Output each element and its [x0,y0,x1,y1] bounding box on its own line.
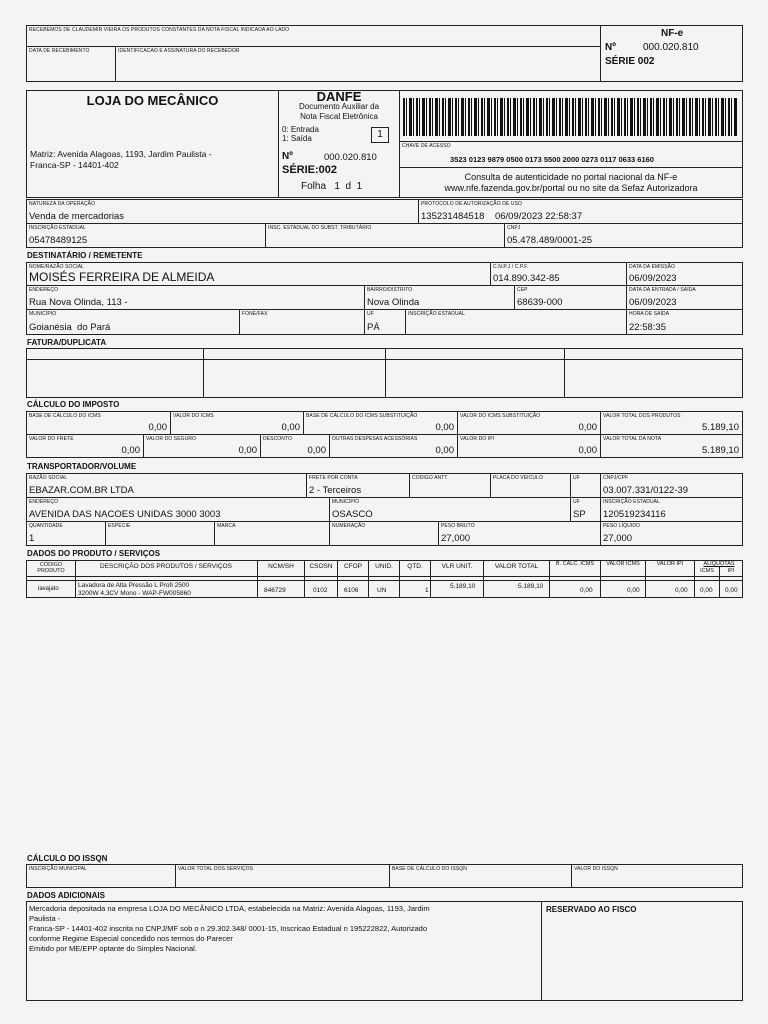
frete-field: VALOR DO FRETE 0,00 [26,434,144,458]
col-sep-8 [483,560,484,598]
emitente-address-2: Franca-SP - 14401-402 [30,160,119,170]
row-cfop: 6106 [344,587,359,594]
col-sep-1 [75,560,76,598]
consulta-box [399,167,743,198]
emitente-box [26,90,279,198]
dest-uf-field: UF PÁ [364,309,406,335]
th-qtd: QTD. [407,563,423,570]
adicionais-section-title: DADOS ADICIONAIS [27,891,105,900]
row-aicms: 0,00 [700,587,713,594]
protocolo-field: PROTOCOLO DE AUTORIZAÇÃO DE USO 135231484518 06/09/2023 22:58:37 [418,199,743,224]
canhoto-data-recebimento: DATA DE RECEBIMENTO [26,46,116,82]
chave-box: CHAVE DE ACESSO 3523 0123 9879 0500 0173 5500 2000 0273 0117 0633 6160 [399,141,743,168]
adicionais-line-3: Franca-SP - 14401-402 inscrita no CNPJ/MF sob o n 29.302.348/ 0001-15, Inscricao Estadual n 195222822, Autorizado [29,924,428,933]
dest-entrada-field: DATA DA ENTRADA / SAÍDA 06/09/2023 [626,285,743,310]
col-sep-12 [694,560,695,598]
seguro-field: VALOR DO SEGURO 0,00 [143,434,261,458]
danfe-subtitle-1: Documento Auxiliar da [298,102,380,111]
v-icms-field: VALOR DO ICMS 0,00 [170,411,304,435]
canhoto-nfe-title: NF-e [661,28,684,39]
danfe-box [278,90,400,198]
adicionais-line-1: Mercadoria depositada na empresa LOJA DO MECÂNICO LTDA, estabelecida na Matriz: Avenida Alagoas, 1193, Jardim [29,904,430,913]
consulta-line-2: www.nfe.fazenda.gov.br/portal ou no site da Sefaz Autorizadora [444,183,698,193]
bc-icms-field: BASE DE CÁLCULO DO ICMS 0,00 [26,411,171,435]
danfe-folha: Folha 1 d 1 [301,181,363,192]
col-sep-6 [399,560,400,598]
transp-razao-field: RAZÃO SOCIAL EBAZAR.COM.BR LTDA [26,473,307,498]
th-aicms: ICMS [700,568,714,574]
bc-st-field: BASE DE CÁLCULO DO ICMS SUBSTITUIÇÃO 0,00 [303,411,458,435]
dest-fone-field: FONE/FAX [239,309,365,335]
adicionais-info-box [26,901,542,1001]
canhoto-nfe-box [600,25,743,82]
dest-emissao-field: DATA DA EMISSÃO 06/09/2023 [626,262,743,286]
fatura-cell-1 [26,348,204,398]
danfe-saida: 1: Saída [282,134,312,143]
outras-field: OUTRAS DESPESAS ACESSÓRIAS 0,00 [329,434,458,458]
dest-ie-field: INSCRIÇÃO ESTADUAL [405,309,627,335]
row-descricao-2: 3200W 4,3CV Mono - WAP-FW005860 [78,590,191,597]
col-sep-3 [304,560,305,598]
ie-st-field: INSC. ESTADUAL DO SUBST. TRIBUTÁRIO [265,223,505,248]
row-vipi: 0,00 [675,587,688,594]
adicionais-line-4: conforme Regime Especial concedido nos termos do Parecer [29,934,233,943]
th-codigo: CÓDIGO PRODUTO [37,562,65,574]
row-descricao-1: Lavadora de Alta Pressão L Profi 2500 [78,582,190,589]
th-vunit: VLR UNIT. [441,563,473,570]
transp-municipio-field: MUNICÍPIO OSASCO [329,497,571,522]
dest-cpf-field: C.N.P.J / C.P.F. 014.890.342-85 [490,262,627,286]
danfe-title: DANFE [316,89,362,104]
row-csosn: 0102 [313,587,328,594]
transp-especie-field: ESPÉCIE [105,521,215,546]
v-st-field: VALOR DO ICMS SUBSTITUIÇÃO 0,00 [457,411,601,435]
row-vtotal: 5.189,10 [518,583,544,590]
cnpj-field: CNPJ 05.478.489/0001-25 [504,223,743,248]
th-unid: UNID. [375,563,393,570]
issqn-section-title: CÁLCULO DO ISSQN [27,854,108,863]
transp-uf2-field: UF SP [570,497,601,522]
dest-bairro-field: BAIRRO/DISTRITO Nova Olinda [364,285,515,310]
th-vtotal: VALOR TOTAL [494,563,539,570]
row-ncm: 846729 [264,587,286,594]
destinatario-section-title: DESTINATÁRIO / REMETENTE [27,251,143,260]
transp-frete-field: FRETE POR CONTA 2 - Terceiros [306,473,410,498]
ipi-field: VALOR DO IPI 0,00 [457,434,601,458]
reservado-fisco-label: RESERVADO AO FISCO [546,905,637,914]
th-csosn: CSOSN [309,563,333,570]
produtos-section-title: DADOS DO PRODUTO / SERVIÇOS [27,549,161,558]
th-vicms: VALOR ICMS [606,561,640,567]
dest-hora-field: HORA DE SAÍDA 22:58:35 [626,309,743,335]
dest-endereco-field: ENDEREÇO Rua Nova Olinda, 113 - [26,285,365,310]
canhoto-numero-label: Nº [605,42,616,53]
col-sep-5 [368,560,369,598]
th-aliquotas: ALÍQUOTAS [703,561,735,567]
transp-numeracao-field: NUMERAÇÃO [329,521,439,546]
row-bcicms: 0,00 [580,587,593,594]
row-unid: UN [377,587,387,594]
issqn-vserv-field: VALOR TOTAL DOS SERVIÇOS [175,864,390,888]
adicionais-line-2: Paulista - [29,914,61,923]
col-sep-11 [645,560,646,598]
row-vunit: 5.189,10 [450,583,476,590]
issqn-im-field: INSCRIÇÃO MUNICIPAL [26,864,176,888]
emitente-name: LOJA DO MECÂNICO [86,93,219,108]
transp-marca-field: MARCA [214,521,330,546]
th-ncm: NCM/SH [268,563,294,570]
danfe-numero-label: Nº [282,151,293,162]
danfe-numero: 000.020.810 [324,152,377,163]
chave-value: 3523 0123 9879 0500 0173 5500 2000 0273 0117 0633 6160 [450,155,654,164]
ie-field: INSCRIÇÃO ESTADUAL 05478489125 [26,223,266,248]
transp-uf-field: UF [570,473,601,498]
danfe-entrada: 0: Entrada [282,125,319,134]
transp-bruto-field: PESO BRUTO 27,000 [438,521,601,546]
barcode-image [403,98,737,136]
natureza-field: NATUREZA DA OPERAÇÃO Venda de mercadorias [26,199,419,224]
issqn-v-field: VALOR DO ISSQN [571,864,743,888]
consulta-line-1: Consulta de autenticidade no portal nacional da NF-e [464,172,678,182]
th-aipi: IPI [727,568,735,574]
row-aipi: 0,00 [725,587,738,594]
th-descricao: DESCRIÇÃO DOS PRODUTOS / SERVIÇOS [100,563,232,570]
transportador-section-title: TRANSPORTADOR/VOLUME [27,462,137,471]
canhoto-header: RECEBEMOS DE CLAUDEMIR VIEIRA OS PRODUTOS CONSTANTES DA NOTA FISCAL INDICADA AO LADO [26,25,601,47]
transp-qtd-field: QUANTIDADE 1 [26,521,106,546]
danfe-subtitle-2: Nota Fiscal Eletrônica [300,112,378,121]
transp-cnpj-field: CNPJ/CPF 03.007.331/0122-39 [600,473,743,498]
col-sep-9 [549,560,550,598]
danfe-serie: SÉRIE:002 [282,164,338,176]
th-vipi: VALOR IPI [656,561,684,567]
dest-nome-field: NOME/RAZÃO SOCIAL MOISÉS FERREIRA DE ALMEIDA [26,262,491,286]
fatura-cell-2 [203,348,386,398]
v-prod-field: VALOR TOTAL DOS PRODUTOS 5.189,10 [600,411,743,435]
produtos-header-divider [26,576,743,577]
v-nota-field: VALOR TOTAL DA NOTA 5.189,10 [600,434,743,458]
transp-endereco-field: ENDEREÇO AVENIDA DAS NACOES UNIDAS 3000 3003 [26,497,330,522]
fatura-cell-3 [385,348,565,398]
danfe-tipo-box: 1 [371,127,389,143]
col-sep-7 [430,560,431,598]
col-sep-10 [600,560,601,598]
col-sep-2 [257,560,258,598]
transp-placa-field: PLACA DO VEICULO [490,473,571,498]
row-qtd: 1 [425,587,429,594]
canhoto-numero: 000.020.810 [643,42,699,53]
th-bcicms: B. CALC. ICMS [555,561,595,567]
dest-cep-field: CEP 68639-000 [514,285,627,310]
transp-liquido-field: PESO LÍQUIDO 27,000 [600,521,743,546]
desconto-field: DESCONTO 0,00 [260,434,330,458]
produtos-row-divider [26,580,743,581]
canhoto-identificacao: IDENTIFICACAO E ASSINATURA DO RECEBEDOR [115,46,601,82]
dest-municipio-field: MUNICÍPIO Goianésia do Pará [26,309,240,335]
issqn-bc-field: BASE DE CÁLCULO DO ISSQN [389,864,572,888]
fatura-cell-4 [564,348,743,398]
transp-ie-field: INSCRIÇÃO ESTADUAL 120519234116 [600,497,743,522]
fatura-divider [26,359,743,360]
adicionais-line-5: Emitido por ME/EPP optante do Simples Nacional. [29,944,197,953]
reservado-fisco-box [541,901,743,1001]
canhoto-serie: SÉRIE 002 [605,56,655,67]
row-vicms: 0,00 [627,587,640,594]
transp-antt-field: CODIGO ANTT [409,473,491,498]
th-cfop: CFOP [343,563,363,570]
imposto-section-title: CÁLCULO DO IMPOSTO [27,400,120,409]
col-sep-4 [337,560,338,598]
col-sep-13 [719,567,720,598]
emitente-address-1: Matriz: Avenida Alagoas, 1193, Jardim Paulista - [30,149,212,159]
fatura-section-title: FATURA/DUPLICATA [27,338,107,347]
row-codigo: lavajato [38,586,59,592]
